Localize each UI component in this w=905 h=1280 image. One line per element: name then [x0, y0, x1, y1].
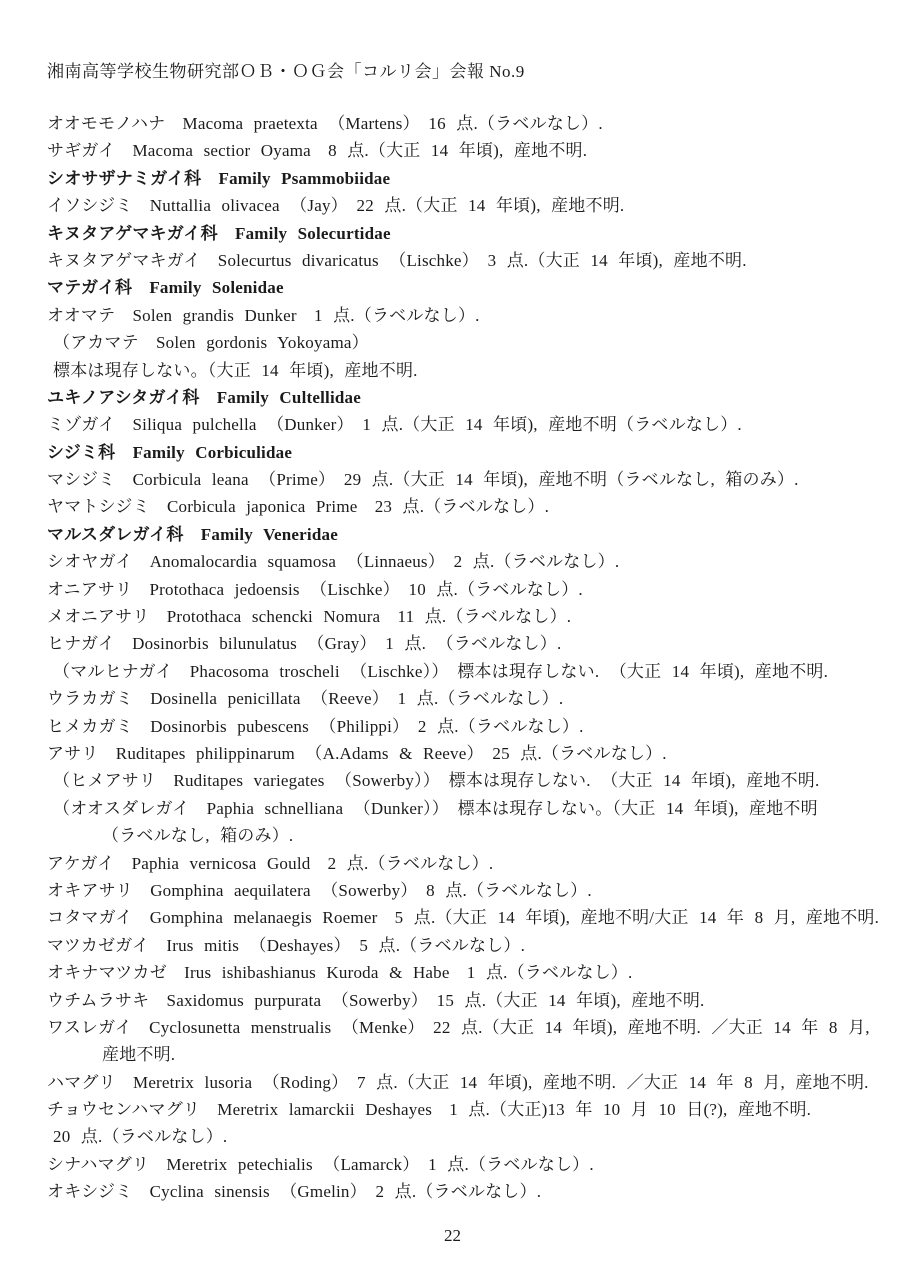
specimen-line: ハマグリ Meretrix lusoria （Roding） 7 点.（大正 14 年頃), 産地不明. ／大正 14 年 8 月, 産地不明.: [47, 1072, 869, 1092]
specimen-line: メオニアサリ Protothaca schencki Nomura 11 点.（ラベルなし）.: [47, 607, 572, 627]
specimen-line: オキナマツカゼ Irus ishibashianus Kuroda & Habe 1 点.（ラベルなし）.: [47, 963, 633, 983]
family-heading-line: ユキノアシタガイ科 Family Cultellidae: [47, 387, 361, 407]
specimen-line: ウチムラサキ Saxidomus purpurata （Sowerby） 15 点.（大正 14 年頃), 産地不明.: [47, 990, 705, 1010]
specimen-line: キヌタアゲマキガイ Solecurtus divaricatus （Lischke） 3 点.（大正 14 年頃), 産地不明.: [47, 250, 747, 270]
specimen-line: （ヒメアサリ Ruditapes variegates （Sowerby）） 標本は現存しない. （大正 14 年頃), 産地不明.: [53, 771, 820, 791]
specimen-line: 標本は現存しない。（大正 14 年頃), 産地不明.: [53, 360, 418, 380]
specimen-line: オキシジミ Cyclina sinensis （Gmelin） 2 点.（ラベルなし）.: [47, 1182, 542, 1202]
specimen-line: オオモモノハナ Macoma praetexta （Martens） 16 点.（ラベルなし）.: [47, 114, 603, 133]
specimen-line: サギガイ Macoma sectior Oyama 8 点.（大正 14 年頃), 産地不明.: [47, 141, 588, 161]
specimen-line: シオヤガイ Anomalocardia squamosa （Linnaeus） 2 点.（ラベルなし）.: [47, 552, 620, 572]
specimen-line: マツカゼガイ Irus mitis （Deshayes） 5 点.（ラベルなし）.: [47, 935, 526, 955]
specimen-line: （アカマテ Solen gordonis Yokoyama）: [53, 333, 369, 353]
specimen-line: （マルヒナガイ Phacosoma troscheli （Lischke）） 標本は現存しない. （大正 14 年頃), 産地不明.: [53, 661, 829, 681]
specimen-line: ワスレガイ Cyclosunetta menstrualis （Menke） 22 点.（大正 14 年頃), 産地不明. ／大正 14 年 8 月,: [47, 1017, 870, 1037]
specimen-line: イソシジミ Nuttallia olivacea （Jay） 22 点.（大正 14 年頃), 産地不明.: [47, 196, 625, 216]
family-heading-line: シジミ科 Family Corbiculidae: [47, 442, 293, 462]
specimen-line: チョウセンハマグリ Meretrix lamarckii Deshayes 1 点.（大正)13 年 10 月 10 日(?), 産地不明.: [47, 1100, 812, 1120]
specimen-line: 20 点.（ラベルなし）.: [53, 1127, 228, 1147]
specimen-line: （ラベルなし, 箱のみ）.: [102, 826, 294, 846]
document-content: [47, 58, 887, 1206]
specimen-line: オニアサリ Protothaca jedoensis （Lischke） 10 点.（ラベルなし）.: [47, 579, 583, 599]
specimen-line: ヤマトシジミ Corbicula japonica Prime 23 点.（ラベルなし）.: [47, 497, 550, 517]
specimen-line: アケガイ Paphia vernicosa Gould 2 点.（ラベルなし）.: [47, 853, 494, 873]
specimen-line: コタマガイ Gomphina melanaegis Roemer 5 点.（大正 14 年頃), 産地不明/大正 14 年 8 月, 産地不明.: [47, 908, 880, 928]
family-heading-line: マルスダレガイ科 Family Veneridae: [47, 524, 338, 544]
specimen-line: アサリ Ruditapes philippinarum （A.Adams & Reeve） 25 点.（ラベルなし）.: [47, 743, 667, 763]
family-heading-line: キヌタアゲマキガイ科 Family Solecurtidae: [47, 223, 391, 243]
specimen-line: （オオスダレガイ Paphia schnelliana （Dunker）） 標本は現存しない。（大正 14 年頃), 産地不明: [53, 798, 818, 818]
specimen-line: ヒナガイ Dosinorbis bilunulatus （Gray） 1 点. （ラベルなし）.: [47, 634, 562, 654]
specimen-list: [47, 110, 887, 1206]
specimen-line: ヒメカガミ Dosinorbis pubescens （Philippi） 2 点.（ラベルなし）.: [47, 716, 584, 736]
family-heading-line: シオサザナミガイ科 Family Psammobiidae: [47, 168, 391, 188]
family-heading-line: マテガイ科 Family Solenidae: [47, 278, 284, 298]
specimen-line: マシジミ Corbicula leana （Prime） 29 点.（大正 14 年頃), 産地不明（ラベルなし, 箱のみ）.: [47, 470, 799, 490]
specimen-line: ミゾガイ Siliqua pulchella （Dunker） 1 点.（大正 14 年頃), 産地不明（ラベルなし）.: [47, 415, 742, 435]
specimen-line: ウラカガミ Dosinella penicillata （Reeve） 1 点.（ラベルなし）.: [47, 689, 564, 709]
page-number: 22: [444, 1226, 461, 1245]
page-header: 湘南高等学校生物研究部ＯＢ・ＯＧ会「コルリ会」会報 No.9: [47, 62, 525, 81]
specimen-line: 産地不明.: [102, 1045, 176, 1065]
specimen-line: シナハマグリ Meretrix petechialis （Lamarck） 1 点.（ラベルなし）.: [47, 1154, 594, 1174]
specimen-line: オオマテ Solen grandis Dunker 1 点.（ラベルなし）.: [47, 305, 480, 325]
specimen-line: オキアサリ Gomphina aequilatera （Sowerby） 8 点.（ラベルなし）.: [47, 880, 592, 900]
